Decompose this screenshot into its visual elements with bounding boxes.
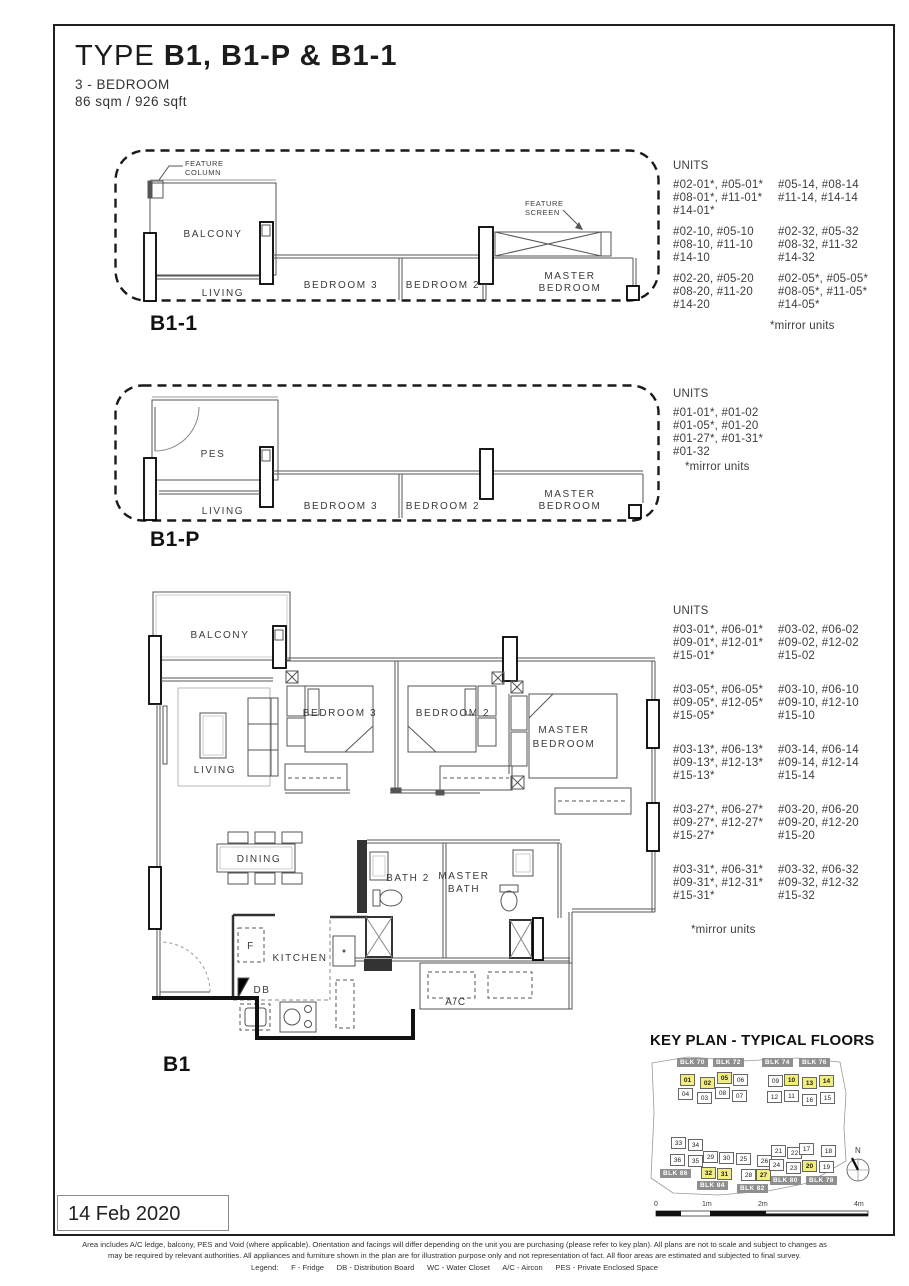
plan-b1-1-drawing bbox=[113, 148, 662, 316]
unit-number: #15-32 bbox=[778, 890, 816, 902]
unit-column bbox=[673, 273, 778, 312]
unit-marker: 04 bbox=[678, 1088, 693, 1100]
unit-marker: 21 bbox=[771, 1145, 786, 1157]
b1-balcony-label: BALCONY bbox=[190, 630, 250, 641]
unit-number: #08-01*, #11-01* bbox=[673, 192, 763, 204]
units-b1-p-lines bbox=[673, 407, 898, 459]
b1-dining-label: DINING bbox=[236, 854, 282, 865]
b1-bedroom2-furniture bbox=[408, 672, 523, 795]
unit-marker: 34 bbox=[688, 1139, 703, 1151]
unit-column bbox=[778, 179, 896, 218]
unit-marker-highlighted: 32 bbox=[701, 1167, 716, 1179]
b11-master-label: MASTER bbox=[544, 271, 596, 282]
page-title bbox=[75, 40, 397, 73]
unit-marker: 12 bbox=[767, 1091, 782, 1103]
b1-masterbath-label2: BATH bbox=[447, 884, 481, 895]
block-label: BLK 86 bbox=[660, 1169, 691, 1178]
unit-number: #14-20 bbox=[673, 299, 711, 311]
b11-master-label2: BEDROOM bbox=[538, 283, 602, 294]
disclaimer-line-1: Area includes A/C ledge, balcony, PES and Void (where applicable). Orientation and facings will differ depending on the unit you are purchasing (please refer to key plan). All plans are not to scale and subject to changes as bbox=[82, 1240, 827, 1249]
unit-marker: 15 bbox=[820, 1092, 835, 1104]
svg-text:1m: 1m bbox=[702, 1201, 712, 1208]
b11-bedroom3-label: BEDROOM 3 bbox=[303, 280, 379, 291]
unit-area: 86 sqm / 926 sqft bbox=[75, 94, 188, 109]
unit-marker-highlighted: 27 bbox=[756, 1169, 771, 1181]
mirror-note: *mirror units bbox=[685, 461, 750, 473]
b11-callout-feature-column bbox=[159, 159, 224, 180]
unit-marker: 26 bbox=[757, 1155, 772, 1167]
unit-number: #03-02, #06-02 bbox=[778, 624, 859, 636]
unit-number: #15-14 bbox=[778, 770, 816, 782]
svg-text:FEATURE: FEATURE bbox=[525, 199, 564, 208]
unit-column bbox=[673, 684, 778, 723]
unit-number: #09-01*, #12-01* bbox=[673, 637, 764, 649]
unit-number: #11-14, #14-14 bbox=[778, 192, 858, 204]
b1p-bedroom2-label: BEDROOM 2 bbox=[405, 501, 481, 512]
units-b1-p bbox=[673, 388, 898, 473]
block-label: BLK 76 bbox=[799, 1058, 830, 1067]
unit-column bbox=[673, 804, 778, 843]
unit-group bbox=[673, 864, 898, 903]
unit-marker-highlighted: 14 bbox=[819, 1075, 834, 1087]
unit-number: #01-27*, #01-31* bbox=[673, 433, 764, 445]
unit-number: #03-27*, #06-27* bbox=[673, 804, 764, 816]
unit-marker: 18 bbox=[821, 1145, 836, 1157]
b1p-living-label: LIVING bbox=[201, 506, 245, 517]
unit-marker: 03 bbox=[697, 1092, 712, 1104]
unit-number: #15-31* bbox=[673, 890, 715, 902]
b1-master-furniture bbox=[511, 694, 631, 814]
unit-column bbox=[778, 684, 896, 723]
unit-group bbox=[673, 226, 898, 265]
b1-kitchen-label: KITCHEN bbox=[272, 953, 328, 964]
unit-marker: 23 bbox=[786, 1162, 801, 1174]
unit-number: #15-10 bbox=[778, 710, 816, 722]
legend-line: Legend: F - Fridge DB - Distribution Board WC - Water Closet A/C - Aircon PES - Private Enclosed Space bbox=[251, 1263, 658, 1272]
unit-number: #15-05* bbox=[673, 710, 715, 722]
keyplan-map bbox=[648, 1053, 888, 1223]
unit-number: #03-13*, #06-13* bbox=[673, 744, 764, 756]
unit-marker: 35 bbox=[688, 1155, 703, 1167]
unit-group bbox=[673, 179, 898, 218]
unit-number: #03-05*, #06-05* bbox=[673, 684, 764, 696]
disclaimer-line-2: may be required by relevant authorities. All appliances and furniture shown in the plan are for illustration purpose only and not representation of fact. All floor areas are estimated and subjected to final survey. bbox=[108, 1250, 801, 1260]
block-label: BLK 72 bbox=[713, 1058, 744, 1067]
block-label: BLK 84 bbox=[697, 1181, 728, 1190]
b1p-master-label2: BEDROOM bbox=[538, 501, 602, 512]
unit-number: #08-20, #11-20 bbox=[673, 286, 753, 298]
bedroom-count: 3 - BEDROOM bbox=[75, 77, 170, 92]
unit-number: #03-20, #06-20 bbox=[778, 804, 859, 816]
unit-number: #08-05*, #11-05* bbox=[778, 286, 868, 298]
units-b1-1-groups bbox=[673, 179, 898, 312]
unit-marker: 30 bbox=[719, 1152, 734, 1164]
plan-b1-1-label: B1-1 bbox=[150, 312, 198, 335]
unit-marker: 25 bbox=[736, 1153, 751, 1165]
b1-kitchen bbox=[233, 915, 368, 1032]
unit-number: #08-32, #11-32 bbox=[778, 239, 858, 251]
unit-group bbox=[673, 624, 898, 663]
unit-column bbox=[778, 624, 896, 663]
b1-master-label: MASTER bbox=[538, 725, 590, 736]
unit-number: #09-32, #12-32 bbox=[778, 877, 859, 889]
unit-number: #03-14, #06-14 bbox=[778, 744, 859, 756]
unit-group bbox=[673, 273, 898, 312]
b1-bath2-label: BATH 2 bbox=[386, 873, 430, 884]
svg-text:COLUMN: COLUMN bbox=[185, 168, 222, 177]
unit-number: #05-14, #08-14 bbox=[778, 179, 859, 191]
unit-column bbox=[778, 804, 896, 843]
unit-marker-highlighted: 01 bbox=[680, 1074, 695, 1086]
unit-number: #02-01*, #05-01* bbox=[673, 179, 764, 191]
unit-column bbox=[673, 179, 778, 218]
units-title: UNITS bbox=[673, 388, 709, 400]
b1-bedroom2-label: BEDROOM 2 bbox=[415, 708, 491, 719]
unit-number: #02-32, #05-32 bbox=[778, 226, 859, 238]
units-title: UNITS bbox=[673, 160, 709, 172]
unit-number: #09-27*, #12-27* bbox=[673, 817, 764, 829]
unit-number: #02-10, #05-10 bbox=[673, 226, 754, 238]
unit-number: #09-13*, #12-13* bbox=[673, 757, 764, 769]
subtitle bbox=[75, 76, 397, 110]
units-b1 bbox=[673, 605, 898, 936]
b1-fridge-label: F bbox=[247, 941, 255, 952]
unit-number: #01-05*, #01-20 bbox=[673, 420, 759, 432]
b1-bedroom3-label: BEDROOM 3 bbox=[302, 708, 378, 719]
unit-number: #14-01* bbox=[673, 205, 715, 217]
b1p-master-label: MASTER bbox=[544, 489, 596, 500]
plan-b1-drawing bbox=[140, 588, 680, 1058]
b1-db-label: DB bbox=[253, 985, 271, 996]
unit-marker-highlighted: 10 bbox=[784, 1074, 799, 1086]
unit-column bbox=[778, 864, 896, 903]
unit-marker-highlighted: 02 bbox=[700, 1077, 715, 1089]
svg-text:SCREEN: SCREEN bbox=[525, 208, 560, 217]
title-block bbox=[75, 40, 397, 110]
unit-number: #15-13* bbox=[673, 770, 715, 782]
unit-marker: 19 bbox=[819, 1161, 834, 1173]
unit-number: #15-01* bbox=[673, 650, 715, 662]
unit-marker: 28 bbox=[741, 1169, 756, 1181]
scale-bar bbox=[654, 1201, 868, 1216]
unit-number: #15-20 bbox=[778, 830, 816, 842]
b11-bedroom2-label: BEDROOM 2 bbox=[405, 280, 481, 291]
unit-number: #14-05* bbox=[778, 299, 820, 311]
unit-column bbox=[778, 744, 896, 783]
units-b1-groups bbox=[673, 624, 898, 903]
b11-callout-feature-screen bbox=[525, 199, 583, 230]
b1-entry-door bbox=[149, 867, 210, 992]
unit-number: #03-32, #06-32 bbox=[778, 864, 859, 876]
mirror-note: *mirror units bbox=[770, 320, 835, 332]
unit-group bbox=[673, 744, 898, 783]
block-label: BLK 80 bbox=[770, 1176, 801, 1185]
unit-marker: 08 bbox=[715, 1087, 730, 1099]
block-label: BLK 70 bbox=[677, 1058, 708, 1067]
units-b1-1 bbox=[673, 160, 898, 332]
unit-marker: 11 bbox=[784, 1090, 799, 1102]
b11-living-label: LIVING bbox=[201, 288, 245, 299]
title-unit-types: B1, B1-P & B1-1 bbox=[163, 40, 398, 72]
unit-marker: 24 bbox=[769, 1159, 784, 1171]
mirror-note: *mirror units bbox=[691, 924, 756, 936]
unit-marker-highlighted: 31 bbox=[717, 1168, 732, 1180]
b1-living-label: LIVING bbox=[193, 765, 237, 776]
unit-marker: 29 bbox=[703, 1151, 718, 1163]
disclaimer bbox=[0, 1240, 909, 1274]
unit-number: #14-32 bbox=[778, 252, 816, 264]
unit-marker: 36 bbox=[670, 1154, 685, 1166]
unit-column bbox=[673, 226, 778, 265]
svg-text:2m: 2m bbox=[758, 1201, 768, 1208]
unit-number: #01-01*, #01-02 bbox=[673, 407, 759, 419]
unit-number: #03-31*, #06-31* bbox=[673, 864, 764, 876]
units-title: UNITS bbox=[673, 605, 709, 617]
unit-marker: 16 bbox=[802, 1094, 817, 1106]
unit-marker-highlighted: 20 bbox=[802, 1160, 817, 1172]
unit-number: #09-10, #12-10 bbox=[778, 697, 859, 709]
unit-column bbox=[673, 624, 778, 663]
b1-ac-ledge bbox=[420, 963, 572, 1009]
keyplan-title: KEY PLAN - TYPICAL FLOORS bbox=[650, 1032, 875, 1049]
unit-number: #09-05*, #12-05* bbox=[673, 697, 764, 709]
unit-number: #09-02, #12-02 bbox=[778, 637, 859, 649]
svg-text:0: 0 bbox=[654, 1201, 658, 1208]
unit-number: #14-10 bbox=[673, 252, 711, 264]
unit-group bbox=[673, 684, 898, 723]
unit-column bbox=[673, 744, 778, 783]
unit-number: #08-10, #11-10 bbox=[673, 239, 753, 251]
b1-bedroom3-furniture bbox=[285, 671, 373, 790]
block-label: BLK 82 bbox=[737, 1184, 768, 1193]
plan-b1-label: B1 bbox=[163, 1053, 191, 1076]
b1p-pes-label: PES bbox=[200, 449, 226, 460]
unit-marker: 22 bbox=[787, 1147, 802, 1159]
unit-marker: 09 bbox=[768, 1075, 783, 1087]
unit-number: #02-20, #05-20 bbox=[673, 273, 754, 285]
unit-column bbox=[673, 864, 778, 903]
date-stamp: 14 Feb 2020 bbox=[57, 1195, 229, 1231]
svg-text:FEATURE: FEATURE bbox=[185, 159, 224, 168]
plan-b1-p-drawing bbox=[113, 383, 662, 535]
unit-number: #09-14, #12-14 bbox=[778, 757, 859, 769]
unit-number: #15-27* bbox=[673, 830, 715, 842]
svg-text:4m: 4m bbox=[854, 1201, 864, 1208]
b1-master-label2: BEDROOM bbox=[532, 739, 596, 750]
unit-column bbox=[778, 226, 896, 265]
unit-marker-highlighted: 13 bbox=[802, 1077, 817, 1089]
unit-number: #03-01*, #06-01* bbox=[673, 624, 764, 636]
unit-number: #15-02 bbox=[778, 650, 816, 662]
b1-ac-label: A/C bbox=[445, 997, 467, 1008]
unit-column bbox=[778, 273, 896, 312]
unit-number: #03-10, #06-10 bbox=[778, 684, 859, 696]
unit-marker: 07 bbox=[732, 1090, 747, 1102]
unit-number: #09-20, #12-20 bbox=[778, 817, 859, 829]
north-compass bbox=[847, 1146, 869, 1181]
north-label: N bbox=[855, 1146, 861, 1155]
unit-number: #01-32 bbox=[673, 446, 711, 458]
unit-marker: 06 bbox=[733, 1074, 748, 1086]
unit-number: #09-31*, #12-31* bbox=[673, 877, 764, 889]
block-label: BLK 74 bbox=[762, 1058, 793, 1067]
b1-masterbath-label: MASTER bbox=[438, 871, 490, 882]
title-type-word: TYPE bbox=[75, 40, 164, 72]
b11-balcony-label: BALCONY bbox=[183, 229, 243, 240]
unit-group bbox=[673, 804, 898, 843]
b1p-bedroom3-label: BEDROOM 3 bbox=[303, 501, 379, 512]
unit-marker: 17 bbox=[799, 1143, 814, 1155]
unit-marker-highlighted: 05 bbox=[717, 1072, 732, 1084]
plan-b1-p-label: B1-P bbox=[150, 528, 200, 551]
unit-number: #02-05*, #05-05* bbox=[778, 273, 869, 285]
unit-marker: 33 bbox=[671, 1137, 686, 1149]
block-label: BLK 78 bbox=[806, 1176, 837, 1185]
